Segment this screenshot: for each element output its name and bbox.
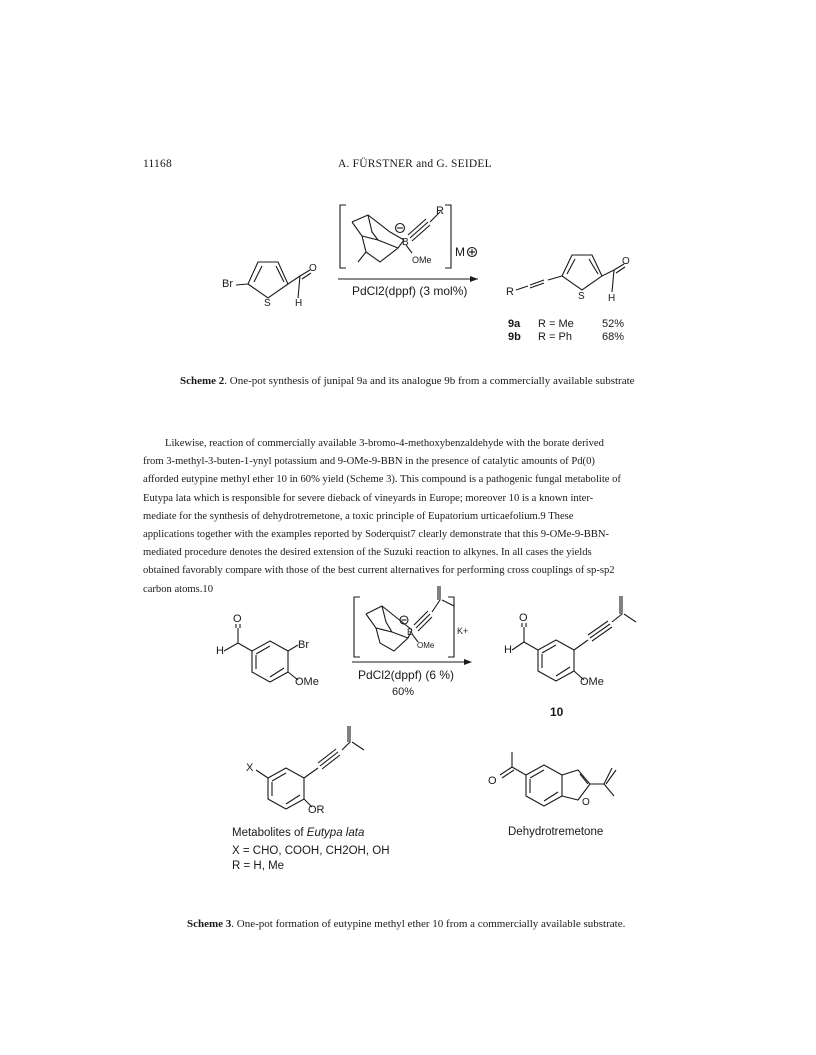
scheme2-h-label: H — [295, 298, 303, 309]
para-line: applications together with the examples reported by Soderquist7 clearly demonstrate that this 9-OMe-9-BBN- — [143, 529, 610, 541]
para-line: carbon atoms.10 — [143, 583, 214, 595]
scheme3-product-ome-label: OMe — [580, 676, 604, 688]
metabolites-prefix: Metabolites of — [232, 827, 307, 839]
scheme2-product-h-label: H — [608, 293, 616, 304]
scheme2-product-s-label: S — [578, 291, 585, 302]
caption-label: Scheme 2 — [180, 375, 225, 387]
scheme2-ome-label: OMe — [412, 255, 432, 265]
para-line: mediate for the synthesis of dehydrotremetone, a toxic principle of Eupatorium urticaefolium.9 These — [143, 510, 574, 522]
caption-text: . One-pot synthesis of junipal 9a and its analogue 9b from a commercially available substrate — [224, 375, 635, 387]
para-line: Likewise, reaction of commercially available 3-bromo-4-methoxybenzaldehyde with the borate derived — [165, 438, 604, 449]
product-id: 9b — [508, 331, 521, 343]
metabolites-species: Eutypa lata — [306, 827, 365, 839]
product-r-group: R = Ph — [538, 331, 572, 343]
para-line: Eutypa lata which is responsible for severe dieback of vineyards in Europe; moreover 10 is a known inter- — [143, 492, 594, 504]
scheme3-br-label: Br — [298, 639, 309, 651]
scheme3-product-o-label: O — [519, 612, 528, 624]
scheme2-o-label: O — [309, 263, 317, 274]
product-r-group: R = Me — [538, 318, 574, 330]
scheme3-bbn-cage — [366, 606, 412, 651]
dehydrotremetone-furan-o-label: O — [582, 797, 590, 808]
caption-text: . One-pot formation of eutypine methyl ether 10 from a commercially available substrate. — [231, 918, 626, 930]
scheme2-product-r-label: R — [506, 286, 514, 298]
scheme3-boron-label: B — [407, 627, 414, 637]
scheme3-yield: 60% — [392, 686, 415, 698]
scheme3-catalyst: PdCl2(dppf) (6 %) — [358, 668, 455, 682]
scheme3-ome-label: OMe — [417, 641, 435, 650]
scheme3-counterion-label: K+ — [457, 626, 469, 636]
scheme2-s-label: S — [264, 298, 271, 309]
metabolites-label — [232, 826, 390, 841]
scheme3-caption — [187, 918, 667, 930]
product-yield: 52% — [602, 318, 625, 330]
scheme3-bracket-left — [354, 597, 360, 657]
dehydrotremetone-structure — [500, 752, 616, 806]
metabolite-or-label: OR — [308, 804, 325, 816]
scheme2-br-label: Br — [222, 278, 233, 290]
dehydrotremetone-ketone-o-label: O — [488, 775, 497, 787]
scheme3-reagent-isopropenyl — [432, 586, 454, 612]
compound-10-label: 10 — [550, 705, 564, 719]
scheme2-counterion-label: M — [455, 245, 465, 259]
scheme2-catalyst: PdCl2(dppf) (3 mol%) — [352, 284, 468, 298]
scheme3-product-10 — [512, 596, 636, 681]
product-id: 9a — [508, 318, 521, 330]
caption-label: Scheme 3 — [187, 918, 232, 930]
scheme2-boron-label: B — [402, 237, 409, 248]
metabolites-r-definition: R = H, Me — [232, 860, 285, 872]
para-line: obtained favorably compare with those of the best current alternatives for performing cross couplings of sp-sp2 — [143, 565, 615, 577]
authors-text: A. FÜRSTNER and G. SEIDEL — [338, 158, 492, 170]
dehydrotremetone-label: Dehydrotremetone — [508, 826, 604, 838]
scheme3-start-h-label: H — [216, 645, 224, 657]
para-line: afforded eutypine methyl ether 10 in 60% yield (Scheme 3). This compound is a pathogenic fungal metabolite of — [143, 474, 621, 486]
metabolite-x-label: X — [246, 762, 254, 774]
scheme2-product-o-label: O — [622, 256, 630, 267]
metabolites-description — [232, 826, 390, 874]
product-yield: 68% — [602, 331, 625, 343]
scheme2-r-label: R — [436, 205, 444, 217]
scheme3-start-o-label: O — [233, 613, 242, 625]
scheme3-product-h-label: H — [504, 644, 512, 656]
scheme3-reagent-alkyne — [414, 611, 432, 631]
para-line: mediated procedure denotes the desired extension of the Suzuki reaction to alkynes. In all cases the yields — [143, 547, 592, 559]
page-number: 11168 — [143, 158, 172, 170]
eutypa-metabolite-structure — [256, 726, 364, 809]
para-line: from 3-methyl-3-buten-1-ynyl potassium and 9-OMe-9-BBN in the presence of catalytic amounts of Pd(0) — [143, 456, 595, 468]
metabolites-x-definition: X = CHO, COOH, CH2OH, OH — [232, 845, 390, 857]
scheme3-start-material — [224, 624, 298, 682]
scheme3-start-ome-label: OMe — [295, 676, 319, 688]
